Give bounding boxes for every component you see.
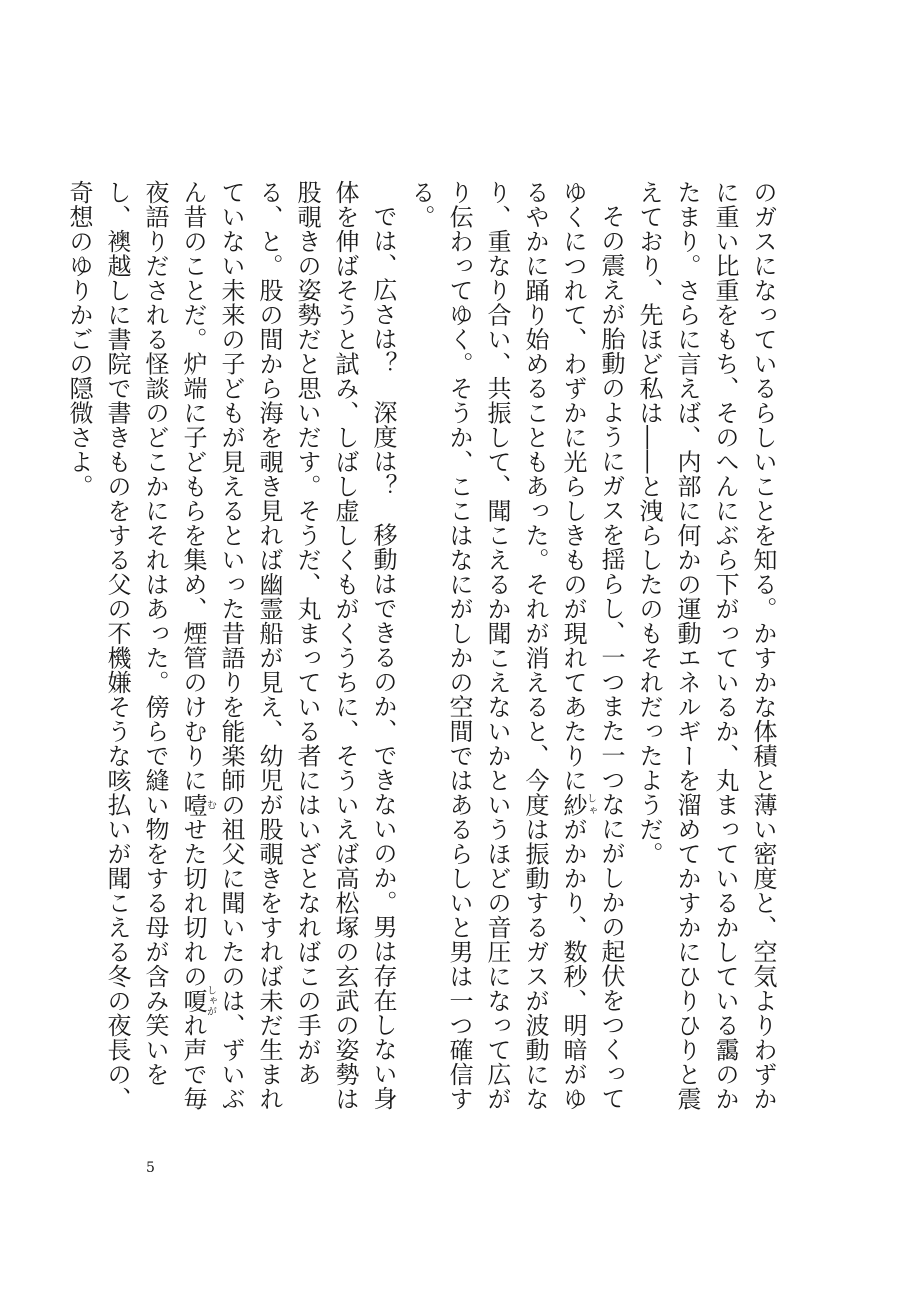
ruby-sha: 紗しゃ <box>559 792 596 817</box>
paragraph-2-text-b: がかかり、数秒、明暗がゆるやかに踊り始めることもあった。それが消えると、今度は振動するガスが波動になり、重なり合い、共振して、聞こえるか聞こえないかというほどの音圧になって広がり伝わってゆく。そうか、ここはなにがしかの空間ではあるらしいと男は一つ確信する。 <box>407 180 587 1111</box>
paragraph-2 <box>402 180 630 1130</box>
ruby-mu: 噎む <box>179 792 216 817</box>
vertical-text-body <box>65 180 782 1130</box>
paragraph-3-text: では、広さは？ 深度は？ 移動はできるのか、できないのか。男は存在しない身体を伸ばそうと試み、しばし虚しくもがくうちに、そういえば高松塚の玄武の姿勢は股覗きの姿勢だと思いだす。そうだ、丸まっている者にはいざとなればこの手がある、と。股の間から海を覗き見れば幽霊船が見え、幼児が股覗きをすれば未だ生まれていない未来の子どもが見えるといった昔語りを能楽師の祖父に聞いたのは、ずいぶん昔のことだ。炉端に子どもらを集め、煙管 <box>179 180 397 1111</box>
page-number: 5 <box>146 1160 155 1176</box>
paragraph-1: のガスになっているらしいことを知る。かすかな体積と薄い密度と、空気よりわずかに重い比重をもち、そのへんにぶら下がっているか、丸まっているかしている靄のかたまり。さらに言えば、内部に何かの運動エネルギーを溜めてかすかにひりひりと震えており、先ほど私は――と洩らしたのもそれだったようだ。 <box>635 180 777 1111</box>
paragraph-3-continuation: のけむりに噎むせた切れ切れの嗄しゃがれ声で毎夜語りだされる怪談のどこかにそれはあった。傍らで縫い物をする母が含み笑いをし、襖越しに書院で書きものをする父の不機嫌そうな咳払いが聞こえる冬の夜長の、奇想のゆりかごの隠微さよ。 <box>65 180 216 1111</box>
ruby-shaga: 嗄しゃが <box>179 985 216 1017</box>
paragraph-3 <box>60 180 402 1130</box>
paragraph-2-text-a: その震えが胎動のようにガスを揺らし、一つまた一つなにがしかの起伏をつくってゆくにつれて、わずかに光らしきものが現れてあたりに <box>559 180 625 1111</box>
